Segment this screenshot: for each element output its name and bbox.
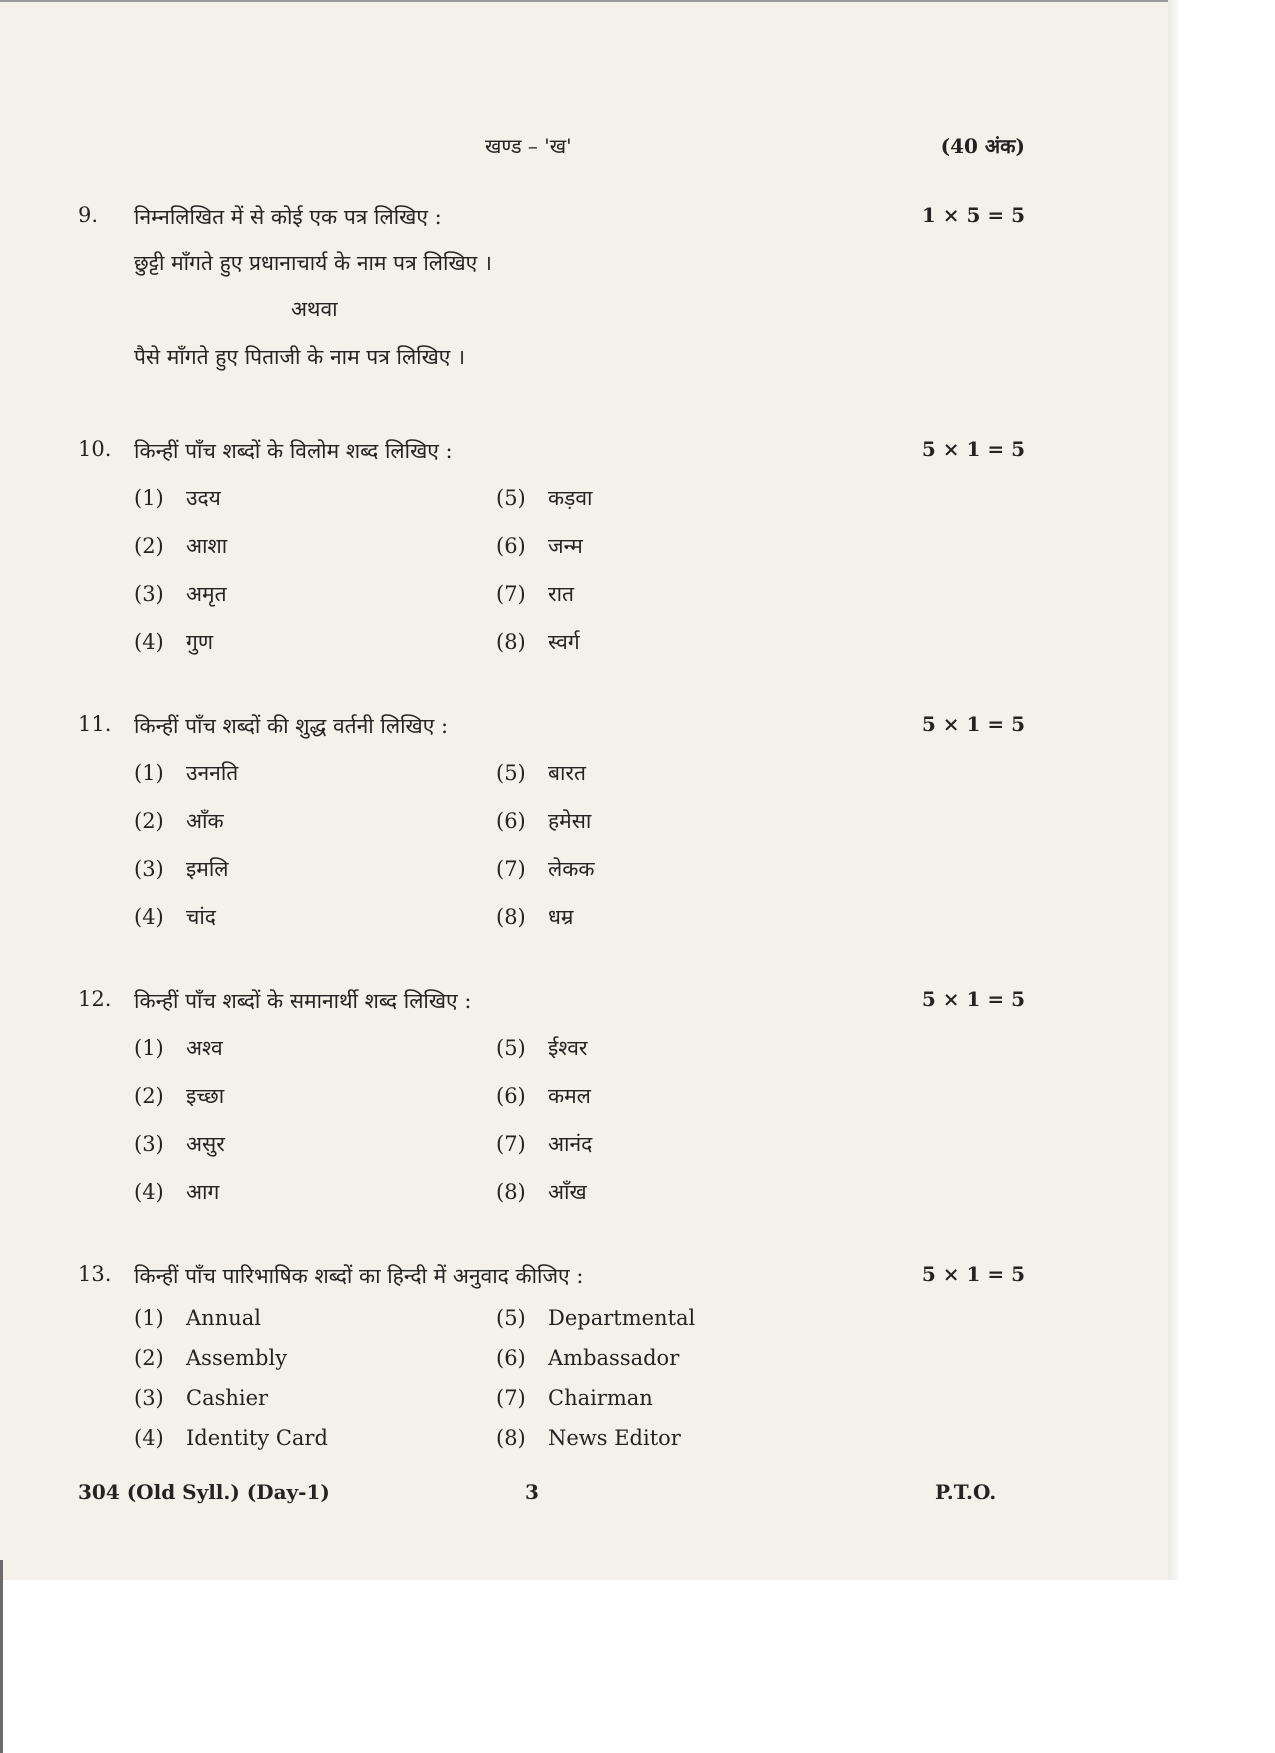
option-item: (5) ईश्वर [496,1036,588,1060]
question-number: 13. [78,1262,112,1286]
option-item: (2) Assembly [134,1346,288,1370]
option-item: (6) कमल [496,1084,591,1108]
question-number: 10. [78,437,112,461]
option-item: (2) आशा [134,534,228,558]
option-item: (5) बारत [496,761,586,785]
question-12 [78,987,1025,1204]
question-text: किन्हीं पाँच पारिभाषिक शब्दों का हिन्दी में अनुवाद कीजिए : [134,1264,584,1288]
question-number: 12. [78,987,112,1011]
question-text: किन्हीं पाँच शब्दों के विलोम शब्द लिखिए : [134,439,453,463]
paper-code: 304 (Old Syll.) (Day-1) [78,1480,330,1504]
question-13 [78,1262,1025,1450]
option-item: (2) आँक [134,809,224,833]
option-item: (2) इच्छा [134,1084,225,1108]
question-head [78,437,1025,467]
option-item: (3) Cashier [134,1386,269,1410]
option-item: (8) आँख [496,1180,587,1204]
option-item: (1) अश्व [134,1036,223,1060]
question-head [78,1262,1025,1292]
pto-label: P.T.O. [935,1480,997,1504]
option-item: (4) आग [134,1180,220,1204]
or-label: अथवा [291,297,338,321]
option-item: (3) इमलि [134,857,229,881]
option-item: (5) Departmental [496,1306,696,1330]
option-item: (8) स्वर्ग [496,630,580,654]
option-item: (1) उदय [134,486,221,510]
option-item: (3) असुर [134,1132,225,1156]
section-title: खण्ड – 'ख' [485,134,572,158]
option-item: (6) हमेसा [496,809,592,833]
option-item: (7) आनंद [496,1132,593,1156]
question-number: 9. [78,203,99,227]
question-10 [78,437,1025,654]
option-item: (6) Ambassador [496,1346,680,1370]
option-item: (1) उननति [134,761,239,785]
question-number: 11. [78,712,112,736]
question-marks: 5 × 1 = 5 [921,712,1025,736]
option-item: (5) कड़वा [496,486,593,510]
scan-background [0,1580,1275,1753]
option-item: (7) लेकक [496,857,595,881]
question-9 [78,203,1025,369]
question-text: किन्हीं पाँच शब्दों की शुद्ध वर्तनी लिखिए : [134,714,449,738]
option-item: (8) News Editor [496,1426,681,1450]
option-item: (7) रात [496,582,574,606]
option-item: (3) अमृत [134,582,227,606]
option-item: (1) Annual [134,1306,261,1330]
scan-edge-line [0,1560,3,1753]
page-edge [1168,0,1178,1580]
question-marks: 5 × 1 = 5 [921,1262,1025,1286]
question-text: निम्नलिखित में से कोई एक पत्र लिखिए : [134,205,442,229]
option-item: (7) Chairman [496,1386,653,1410]
question-head [78,712,1025,742]
question-head [78,203,1025,233]
question-marks: 5 × 1 = 5 [921,437,1025,461]
option-item: (8) धम्र [496,905,574,929]
option-item: (4) चांद [134,905,216,929]
page-number: 3 [525,1480,539,1504]
section-marks: (40 अंक) [940,134,1025,158]
option-item: (4) गुण [134,630,214,654]
option-item: (6) जन्म [496,534,583,558]
question-11 [78,712,1025,929]
option-item: (4) Identity Card [134,1426,328,1450]
question-head [78,987,1025,1017]
question-marks: 1 × 5 = 5 [921,203,1025,227]
question-text: किन्हीं पाँच शब्दों के समानार्थी शब्द लिखिए : [134,989,472,1013]
letter-option-1: छुट्टी माँगते हुए प्रधानाचार्य के नाम पत्र लिखिए । [134,251,492,275]
question-marks: 5 × 1 = 5 [921,987,1025,1011]
letter-option-2: पैसे माँगते हुए पिताजी के नाम पत्र लिखिए । [134,345,466,369]
